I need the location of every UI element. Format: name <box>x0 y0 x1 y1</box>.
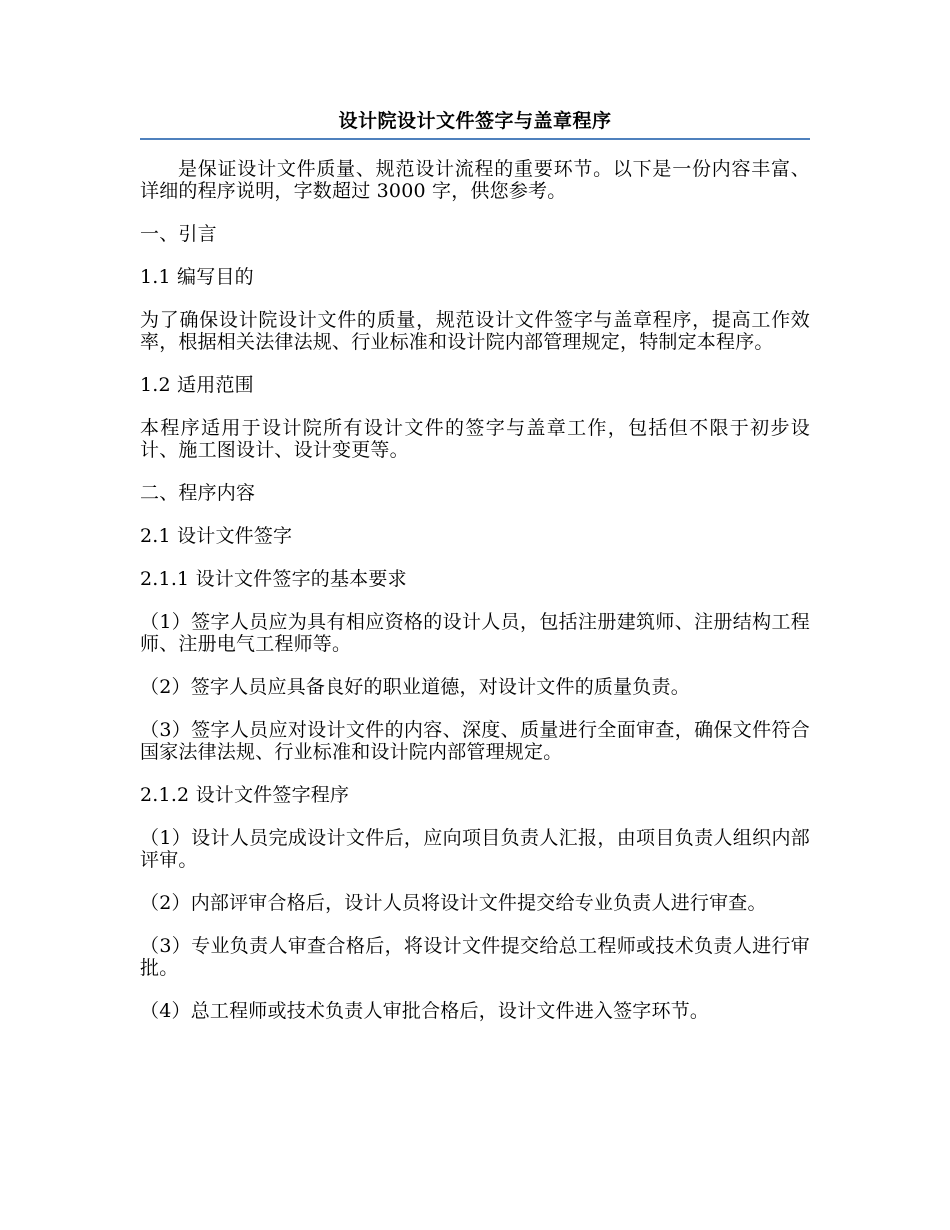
list-item: （2）签字人员应具备良好的职业道德，对设计文件的质量负责。 <box>140 676 690 698</box>
subsection-heading-signing: 2.1 设计文件签字 <box>140 525 293 547</box>
section-heading-procedure: 二、程序内容 <box>140 482 256 504</box>
list-item: （4）总工程师或技术负责人审批合格后，设计文件进入签字环节。 <box>140 1000 710 1022</box>
list-item: （2）内部评审合格后，设计人员将设计文件提交给专业负责人进行审查。 <box>140 892 767 914</box>
document-title: 设计院设计文件签字与盖章程序 <box>338 110 612 132</box>
list-item: （1）签字人员应为具有相应资格的设计人员，包括注册建筑师、注册结构工程师、注册电气工程师等。 <box>140 611 810 655</box>
purpose-paragraph: 为了确保设计院设计文件的质量，规范设计文件签字与盖章程序，提高工作效率，根据相关法律法规、行业标准和设计院内部管理规定，特制定本程序。 <box>140 309 810 353</box>
subsection-heading-signing-procedure: 2.1.2 设计文件签字程序 <box>140 784 350 806</box>
list-item: （3）专业负责人审查合格后，将设计文件提交给总工程师或技术负责人进行审批。 <box>140 935 810 979</box>
subsection-heading-scope: 1.2 适用范围 <box>140 374 254 396</box>
subsection-heading-signing-requirements: 2.1.1 设计文件签字的基本要求 <box>140 568 407 590</box>
document-page <box>140 108 810 1043</box>
subsection-heading-purpose: 1.1 编写目的 <box>140 266 254 288</box>
title-underline <box>140 138 810 140</box>
intro-paragraph: 是保证设计文件质量、规范设计流程的重要环节。以下是一份内容丰富、详细的程序说明，字数超过 3000 字，供您参考。 <box>140 158 810 202</box>
scope-paragraph: 本程序适用于设计院所有设计文件的签字与盖章工作，包括但不限于初步设计、施工图设计、设计变更等。 <box>140 417 810 461</box>
list-item: （1）设计人员完成设计文件后，应向项目负责人汇报，由项目负责人组织内部评审。 <box>140 827 810 871</box>
section-heading-introduction: 一、引言 <box>140 223 217 245</box>
list-item: （3）签字人员应对设计文件的内容、深度、质量进行全面审查，确保文件符合国家法律法规、行业标准和设计院内部管理规定。 <box>140 719 810 763</box>
